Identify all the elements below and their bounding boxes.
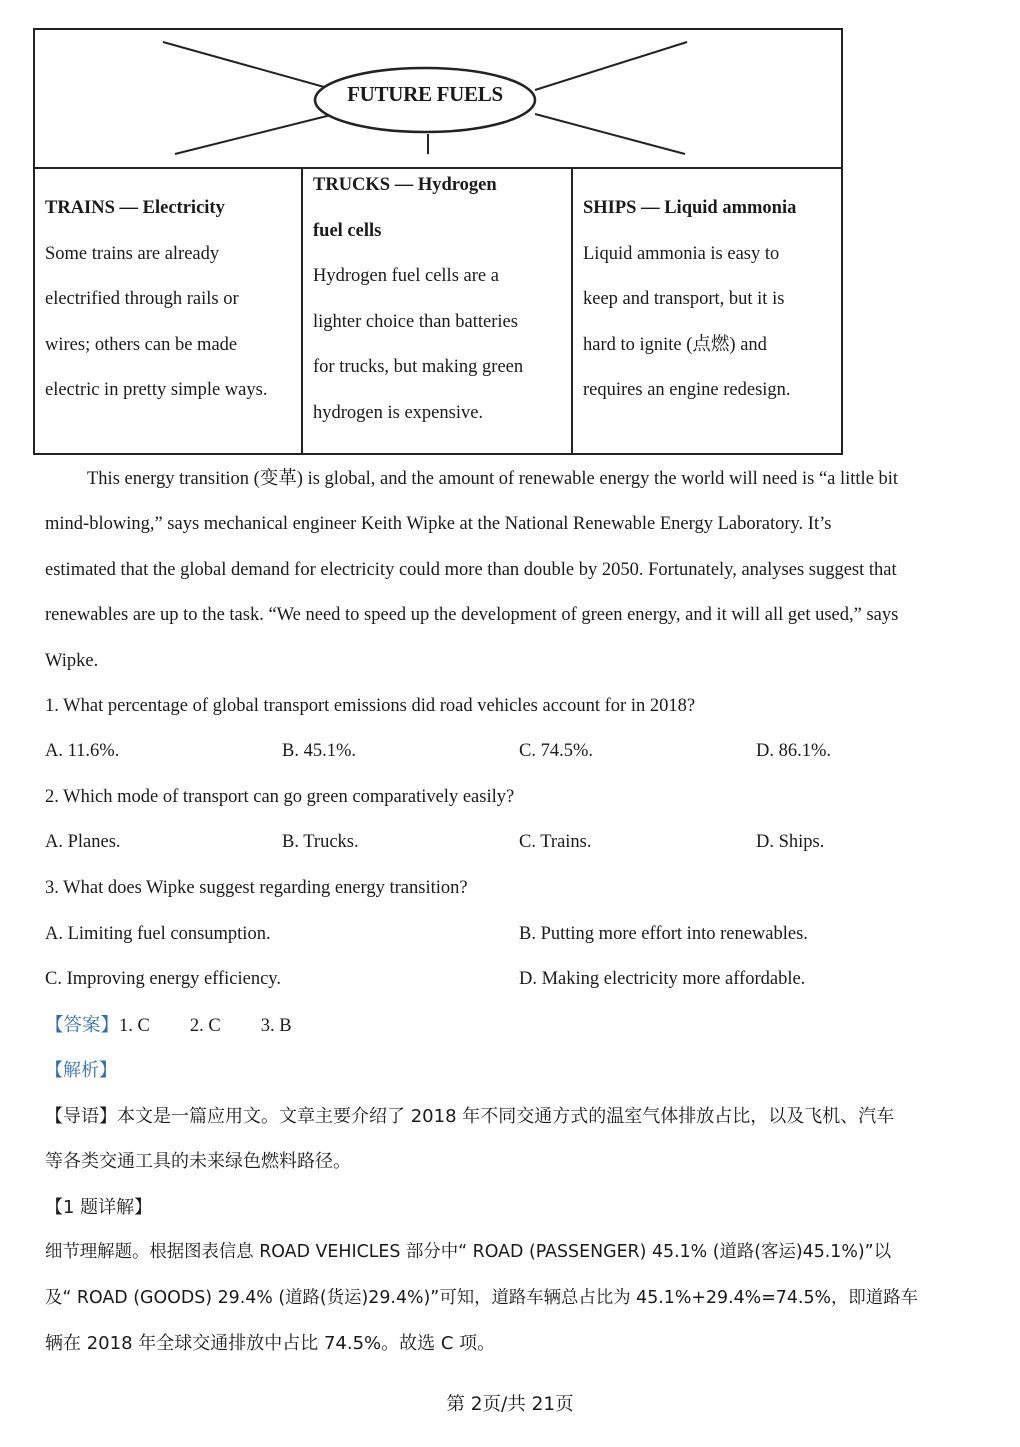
q3-option-b: B. Putting more effort into renewables.: [519, 924, 808, 944]
trains-heading: TRAINS — Electricity: [45, 198, 225, 218]
ships-text-line: keep and transport, but it is: [583, 289, 785, 309]
future-fuels-title: FUTURE FUELS: [347, 82, 503, 106]
future-fuels-banner: [35, 30, 841, 169]
question-1-stem: 1. What percentage of global transport emissions did road vehicles account for in 2018?: [45, 696, 696, 716]
passage-line: mind-blowing,” says mechanical engineer Keith Wipke at the National Renewable Energy Laboratory. It’s: [45, 514, 832, 534]
passage-line: renewables are up to the task. “We need to speed up the development of green energy, and it will all get used,” says: [45, 605, 899, 625]
passage-line: This energy transition (变革) is global, and the amount of renewable energy the world will need is “a little bit: [87, 469, 899, 489]
trucks-text-line: hydrogen is expensive.: [313, 402, 484, 423]
trucks-heading-cont: fuel cells: [313, 220, 382, 241]
detail-label: 【1 题详解】: [45, 1197, 153, 1218]
answer-value: 2. C: [189, 1016, 221, 1036]
guide-line: 【导语】本文是一篇应用文。文章主要介绍了 2018 年不同交通方式的温室气体排放占比，以及飞机、汽车: [45, 1106, 895, 1127]
trains-text-line: Some trains are already: [45, 243, 220, 264]
trucks-text-line: for trucks, but making green: [313, 357, 524, 377]
detail-line: 细节理解题。根据图表信息 ROAD VEHICLES 部分中“ ROAD (PASSENGER) 45.1% (道路(客运)45.1%)”以: [45, 1242, 892, 1262]
analysis-label: 【解析】: [45, 1060, 117, 1081]
trucks-heading: TRUCKS — Hydrogen: [313, 175, 497, 195]
passage-line: estimated that the global demand for electricity could more than double by 2050. Fortunately, analyses suggest that: [45, 560, 897, 580]
passage-line: Wipke.: [45, 651, 99, 671]
q2-option-d: D. Ships.: [756, 832, 825, 852]
q1-option-c: C. 74.5%.: [519, 741, 593, 761]
trucks-text-line: Hydrogen fuel cells are a: [313, 266, 499, 286]
trains-text-line: electrified through rails or: [45, 289, 239, 309]
page-footer: 第 2页/共 21页: [446, 1394, 574, 1415]
ships-text-line: requires an engine redesign.: [583, 380, 791, 400]
ships-text-line: Liquid ammonia is easy to: [583, 243, 780, 264]
answer-value: 3. B: [260, 1016, 292, 1036]
trucks-column: [303, 169, 573, 453]
ships-heading: SHIPS — Liquid ammonia: [583, 198, 797, 218]
q3-option-a: A. Limiting fuel consumption.: [45, 924, 271, 944]
q2-option-c: C. Trains.: [519, 832, 592, 852]
answer-label: 【答案】: [45, 1015, 120, 1036]
q3-option-c: C. Improving energy efficiency.: [45, 969, 281, 989]
ships-column: [573, 169, 841, 453]
ships-text-line: hard to ignite (点燃) and: [583, 334, 767, 355]
trains-text-line: wires; others can be made: [45, 334, 238, 355]
detail-line: 及“ ROAD (GOODS) 29.4% (道路(货运)29.4%)”可知，道路车辆总占比为 45.1%+29.4%=74.5%，即道路车: [45, 1288, 918, 1308]
trucks-text-line: lighter choice than batteries: [313, 311, 518, 332]
q2-option-a: A. Planes.: [45, 832, 121, 852]
q3-option-d: D. Making electricity more affordable.: [519, 969, 806, 989]
detail-line: 辆在 2018 年全球交通排放中占比 74.5%。故选 C 项。: [45, 1333, 496, 1354]
question-2-stem: 2. Which mode of transport can go green comparatively easily?: [45, 787, 515, 807]
q1-option-a: A. 11.6%.: [45, 741, 120, 761]
q1-option-d: D. 86.1%.: [756, 741, 832, 761]
trains-column: [35, 169, 303, 453]
trains-text-line: electric in pretty simple ways.: [45, 380, 268, 400]
future-fuels-figure: [33, 28, 843, 455]
answer-value: 1. C: [119, 1016, 150, 1036]
q1-option-b: B. 45.1%.: [282, 741, 356, 761]
question-3-stem: 3. What does Wipke suggest regarding energy transition?: [45, 878, 468, 898]
answer-line: [45, 1003, 292, 1050]
guide-line: 等各类交通工具的未来绿色燃料路径。: [45, 1151, 351, 1172]
q2-option-b: B. Trucks.: [282, 832, 359, 852]
